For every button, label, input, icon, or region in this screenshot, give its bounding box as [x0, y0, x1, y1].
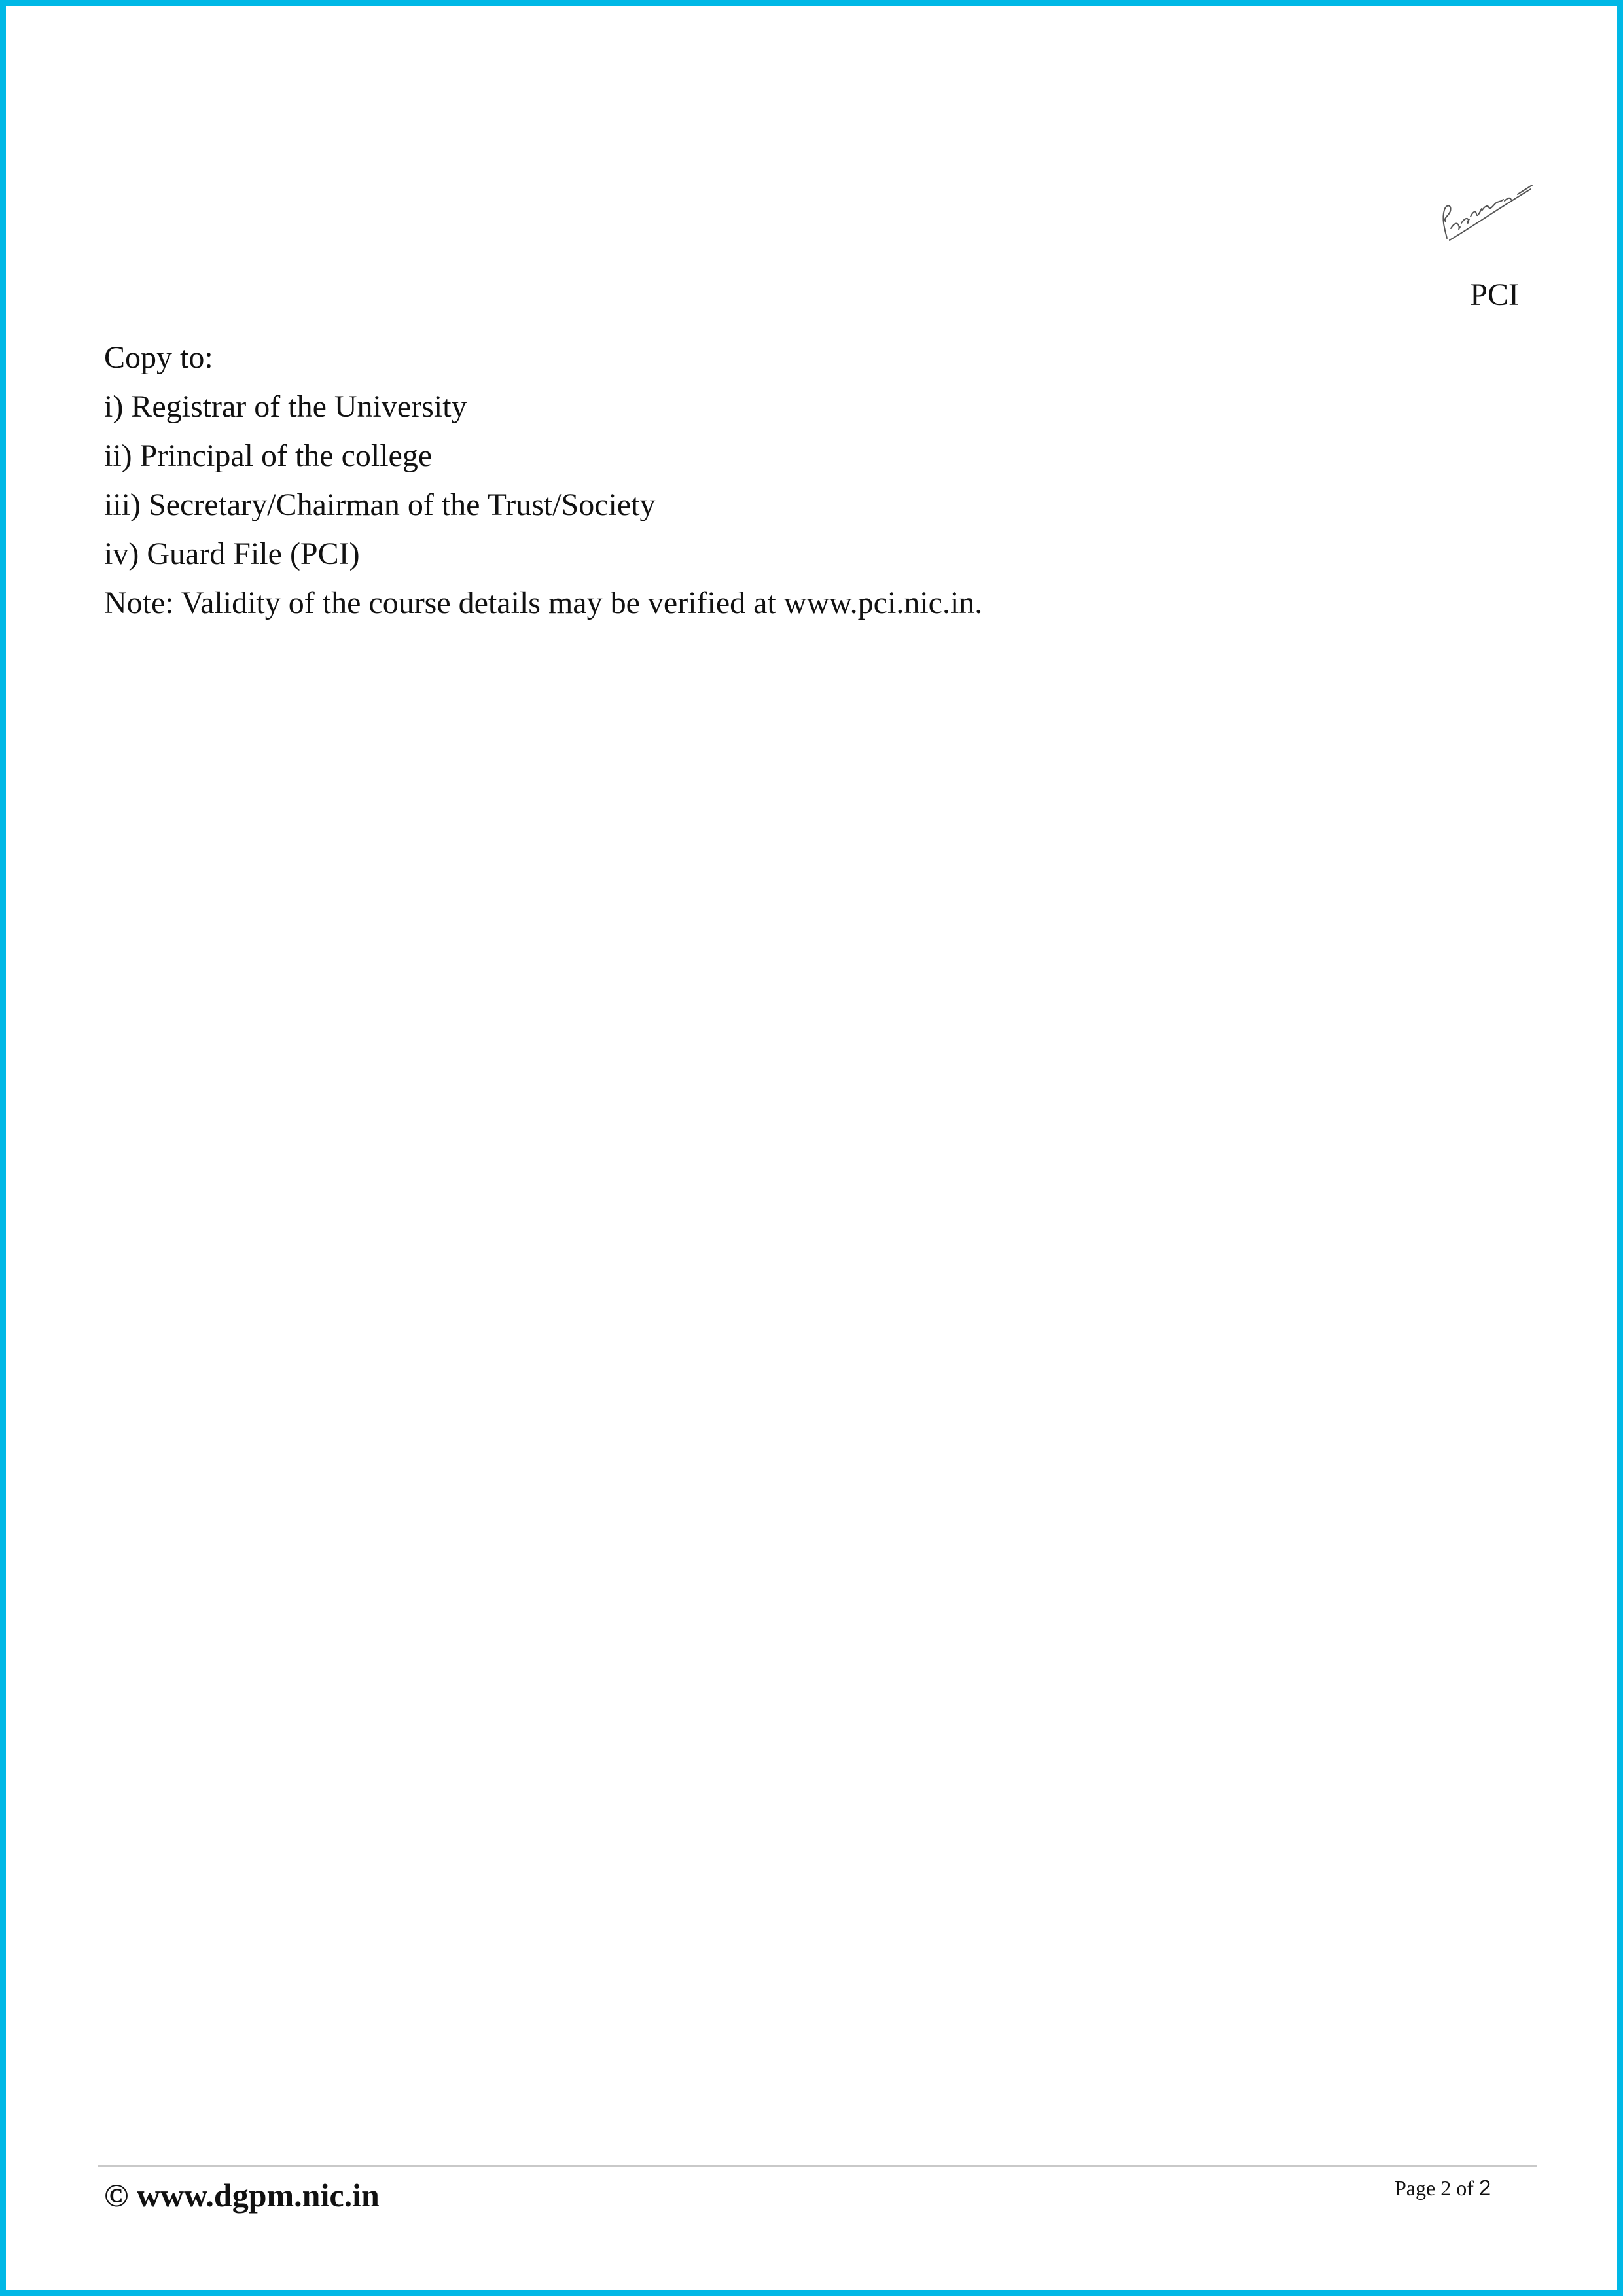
- recipient-principal: ii) Principal of the college: [104, 438, 433, 473]
- signature-image: [1433, 150, 1537, 248]
- recipient-registrar: i) Registrar of the University: [104, 389, 467, 424]
- page-number: [1395, 2175, 1491, 2201]
- copy-to-section: [104, 333, 982, 627]
- copy-to-heading: Copy to:: [104, 340, 213, 375]
- footer-copyright: © www.dgpm.nic.in: [104, 2177, 380, 2214]
- recipient-guard-file: iv) Guard File (PCI): [104, 537, 360, 571]
- recipient-secretary: iii) Secretary/Chairman of the Trust/Society: [104, 487, 656, 522]
- page-number-total: 2: [1478, 2176, 1491, 2200]
- signatory-name: PCI: [1470, 277, 1519, 312]
- validity-note: Note: Validity of the course details may be verified at www.pci.nic.in.: [104, 586, 983, 620]
- page-number-label: Page 2 of: [1395, 2176, 1479, 2200]
- footer-divider: [98, 2165, 1537, 2167]
